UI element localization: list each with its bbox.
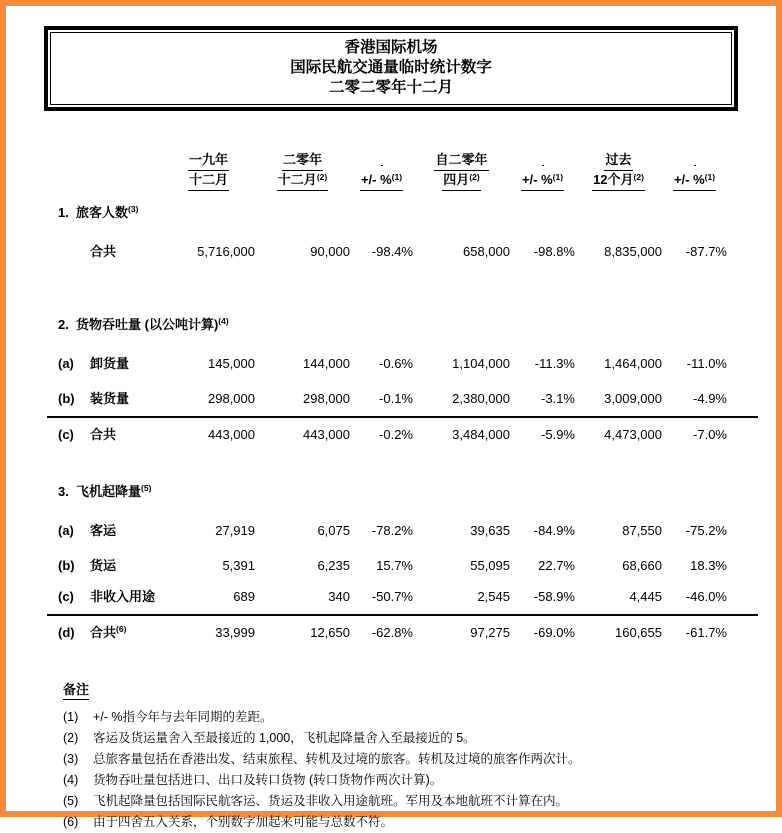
table-row-movements-passenger: (a) 客运 27,919 6,075 -78.2% 39,635 -84.9% 87,550 -75.2% <box>47 500 758 539</box>
cell-value: 340 <box>328 589 350 604</box>
table-row-cargo-loaded: (b) 装货量 298,000 298,000 -0.1% 2,380,000 -3.1% 3,009,000 -4.9% <box>47 372 758 417</box>
cell-value: -61.7% <box>662 615 758 641</box>
cell-value: -0.2% <box>350 417 413 443</box>
cell-value: 298,000 <box>208 391 255 406</box>
section-heading-aircraft-movements: 3. 飞机起降量$^{(5)}$ <box>58 483 152 499</box>
cell-value: -5.9% <box>510 417 575 443</box>
column-header-pct-2: +/- %$^{(1)}$ <box>510 151 575 191</box>
title-report-name: 国际民航交通量临时统计数字 <box>290 59 492 76</box>
note-item-5: (5) 飞机起降量包括国际民航客运、货运及非收入用途航班。军用及本地航班不计算在内。 <box>63 794 569 808</box>
cell-value: 6,075 <box>317 523 350 538</box>
cell-value: 3,484,000 <box>413 417 510 443</box>
table-row-movements-cargo: (b) 货运 5,391 6,235 15.7% 55,095 22.7% 68,660 18.3% <box>47 539 758 574</box>
cell-value: 97,275 <box>413 615 510 641</box>
cell-value: 1,464,000 <box>604 356 662 371</box>
cell-value: 160,655 <box>575 615 662 641</box>
cell-value: 12,650 <box>255 615 350 641</box>
cell-value: 4,445 <box>629 589 662 604</box>
note-item-1: (1) +/- %指今年与去年同期的差距。 <box>63 710 273 724</box>
table-row-cargo-total: (c) 合共 443,000 443,000 -0.2% 3,484,000 -5.9% 4,473,000 -7.0% <box>47 417 758 443</box>
cell-value: 87,550 <box>622 523 662 538</box>
cell-value: 33,999 <box>162 615 255 641</box>
title-box <box>44 26 738 111</box>
cell-value: 22.7% <box>538 558 575 573</box>
title-airport-name: 香港国际机场 <box>344 39 438 56</box>
cell-value: -11.0% <box>686 356 727 371</box>
cell-value: 90,000 <box>310 244 350 259</box>
table-row-cargo-unloaded: (a) 卸货量 145,000 144,000 -0.6% 1,104,000 -11.3% 1,464,000 -11.0% <box>47 333 758 372</box>
cell-value: 5,391 <box>222 558 255 573</box>
cell-value: -62.8% <box>350 615 413 641</box>
cell-value: 8,835,000 <box>604 244 662 259</box>
table-row-passengers-total: 合共 5,716,000 90,000 -98.4% 658,000 -98.8% 8,835,000 -87.7% <box>47 221 758 260</box>
cell-value: 2,545 <box>477 589 510 604</box>
cell-value: -7.0% <box>662 417 758 443</box>
cell-value: 1,104,000 <box>452 356 510 371</box>
column-header-pct-1: +/- %$^{(1)}$ <box>350 151 413 191</box>
cell-value: 5,716,000 <box>197 244 255 259</box>
cell-value: 15.7% <box>376 558 413 573</box>
cell-value: -11.3% <box>534 356 575 371</box>
cell-value: -0.1% <box>379 391 413 406</box>
cell-value: -98.8% <box>533 244 575 259</box>
table-row-movements-non-revenue: (c) 非收入用途 689 340 -50.7% 2,545 -58.9% 4,445 -46.0% <box>47 574 758 615</box>
cell-value: 3,009,000 <box>604 391 662 406</box>
cell-value: -84.9% <box>533 523 575 538</box>
cell-value: -78.2% <box>371 523 413 538</box>
column-header-row <box>47 151 758 191</box>
cell-value: -58.9% <box>533 589 575 604</box>
cell-value: 4,473,000 <box>575 417 662 443</box>
cell-value: -50.7% <box>371 589 413 604</box>
statistics-table <box>47 151 758 641</box>
column-header-dec20: 二零年 十二月$^{(2)}$ <box>255 151 350 191</box>
section-heading-passengers: 1. 旅客人数$^{(3)}$ <box>58 204 139 220</box>
cell-value: 443,000 <box>255 417 350 443</box>
notes-section <box>63 679 756 833</box>
cell-value: -0.6% <box>379 356 413 371</box>
cell-value: 68,660 <box>622 558 662 573</box>
title-box-inner <box>50 32 732 105</box>
note-item-3: (3) 总旅客量包括在香港出发、结束旅程、转机及过境的旅客。转机及过境的旅客作两次计。 <box>63 752 581 766</box>
cell-value: 144,000 <box>303 356 350 371</box>
notes-heading: 备注 <box>63 679 89 700</box>
cell-value: 18.3% <box>690 558 727 573</box>
cell-value: 55,095 <box>470 558 510 573</box>
cell-value: -3.1% <box>541 391 575 406</box>
cell-value: 658,000 <box>463 244 510 259</box>
column-header-past-12-months: 过去 12个月$^{(2)}$ <box>575 151 662 191</box>
cell-value: -4.9% <box>693 391 727 406</box>
column-header-pct-3: +/- %$^{(1)}$ <box>662 151 758 191</box>
cell-value: 689 <box>233 589 255 604</box>
column-header-dec19: 一九年 十二月 <box>162 151 255 191</box>
cell-value: 27,919 <box>215 523 255 538</box>
cell-value: -75.2% <box>685 523 727 538</box>
note-item-6: (6) 由于四舍五入关系，个别数字加起来可能与总数不符。 <box>63 815 394 829</box>
note-item-2: (2) 客运及货运量舍入至最接近的 1,000，飞机起降量舍入至最接近的 5。 <box>63 731 476 745</box>
cell-value: -46.0% <box>685 589 727 604</box>
cell-value: 298,000 <box>303 391 350 406</box>
table-row-movements-total: (d) 合共$^{(6)}$ 33,999 12,650 -62.8% 97,275 -69.0% 160,655 -61.7% <box>47 615 758 641</box>
cell-value: 39,635 <box>470 523 510 538</box>
cell-value: 6,235 <box>317 558 350 573</box>
section-heading-cargo: 2. 货物吞吐量 (以公吨计算)$^{(4)}$ <box>58 316 229 332</box>
note-item-4: (4) 货物吞吐量包括进口、出口及转口货物 (转口货物作两次计算)。 <box>63 773 443 787</box>
cell-value: -69.0% <box>510 615 575 641</box>
column-header-since-apr20: 自二零年 四月$^{(2)}$ <box>413 151 510 191</box>
title-period: 二零二零年十二月 <box>328 79 453 96</box>
cell-value: -87.7% <box>685 244 727 259</box>
cell-value: 145,000 <box>208 356 255 371</box>
cell-value: 2,380,000 <box>452 391 510 406</box>
cell-value: -98.4% <box>371 244 413 259</box>
cell-value: 443,000 <box>162 417 255 443</box>
column-header-empty <box>47 151 162 191</box>
